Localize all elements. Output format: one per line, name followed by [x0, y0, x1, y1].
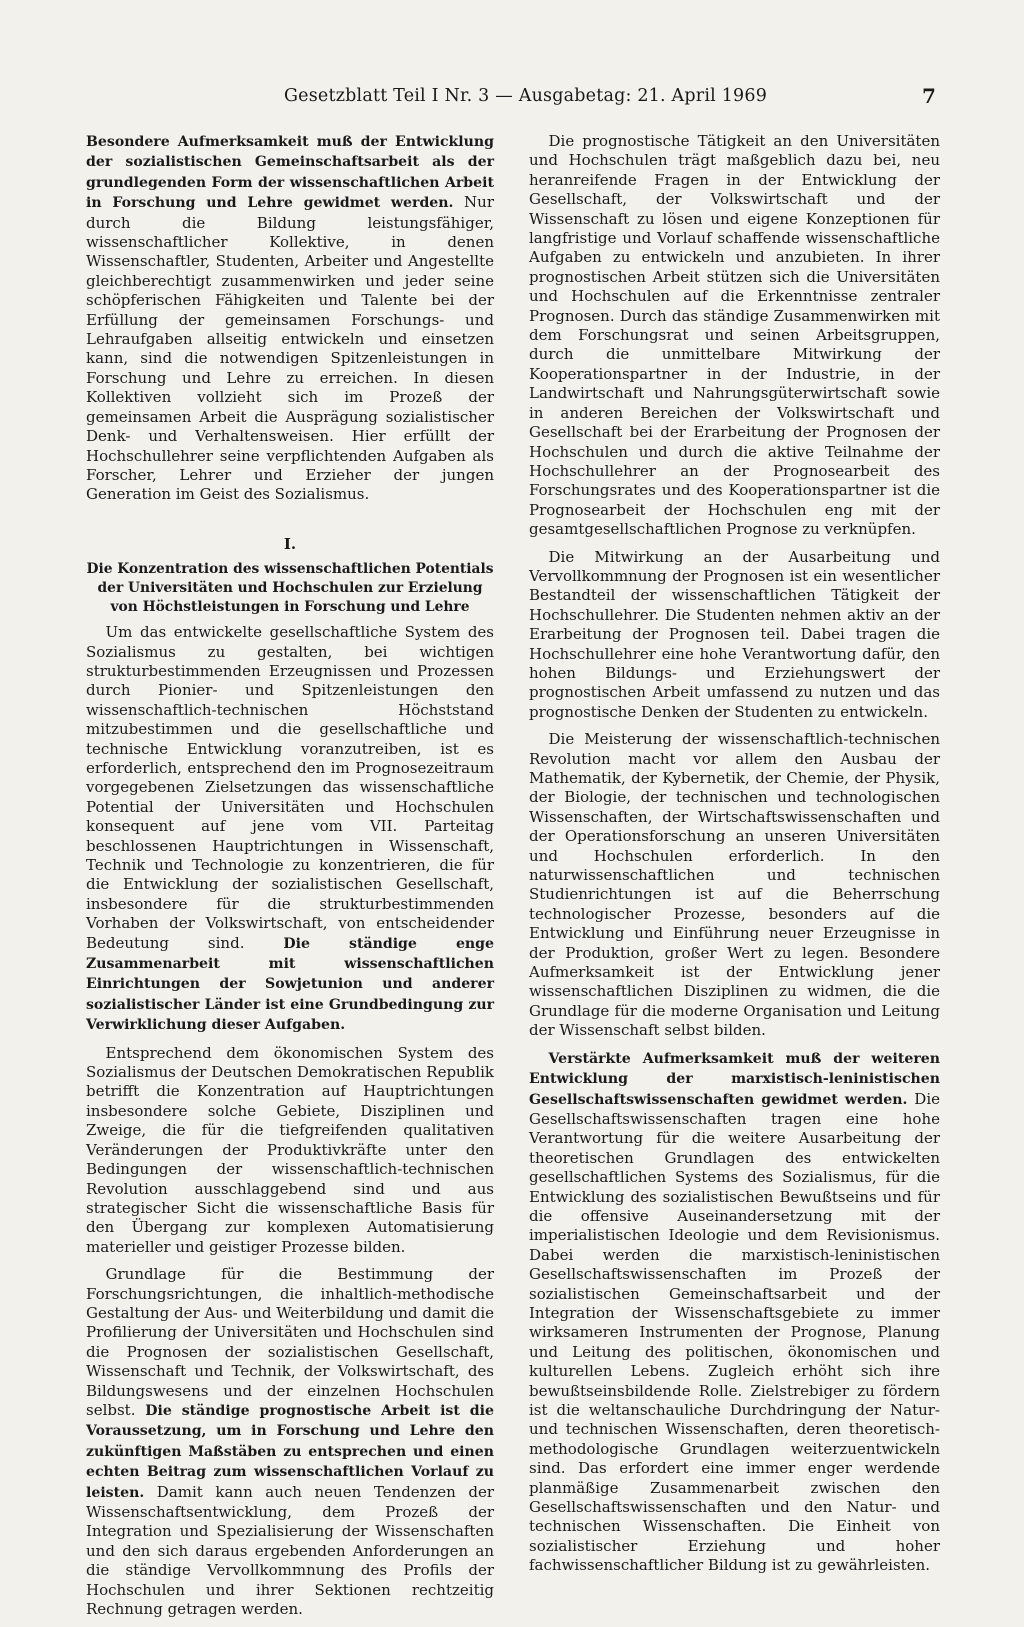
bold-lead: Besondere Aufmerksamkeit muß der Entwicklung der sozialistischen Gemeinschaftsarbeit als der grundlegenden Form der wissenschaftlichen Arbeit in Forschung und Lehre gewidmet werden. [86, 134, 494, 212]
paragraph: Die prognostische Tätigkeit an den Universitäten und Hochschulen trägt maßgeblich dazu bei, neu heranreifende Fragen in der Entwicklung der Gesellschaft, der Volkswirtschaft und der Wissenschaft zu lösen und eigene Konzeptionen für langfristige und Vorlauf schaffende wissenschaftliche Aufgaben zu entwickeln und anzubieten. In ihrer prognostischen Arbeit stützen sich die Universitäten und Hochschulen auf die Erkenntnisse zentraler Prognosen. Durch das ständige Zusammenwirken mit dem Forschungsrat und seinen Arbeitsgruppen, durch die unmittelbare Mitwirkung der Kooperationspartner in der Industrie, in der Landwirtschaft und Nahrungsgüterwirtschaft sowie in anderen Bereichen der Volkswirtschaft und Gesellschaft bei der Erarbeitung der Prognosen der Hochschulen und durch die aktive Teilnahme der Hochschullehrer an der Prognosearbeit des Forschungsrates und des Kooperationspartner ist die Prognosearbeit der Hochschulen eng mit der gesamtgesellschaftlichen Prognose zu verknüpfen. [529, 132, 940, 539]
paragraph-text: Um das entwickelte gesellschaftliche System des Sozialismus zu gestalten, bei wichtigen strukturbestimmenden Erzeugnissen und Prozessen durch Pionier- und Spitzenleistungen den wissenschaftlich-technischen Höchststand mitzubestimmen und die gesellschaftliche und technische Entwicklung voranzutreiben, ist es erforderlich, entsprechend den im Prognosezeitraum vorgegebenen Zielsetzungen das wissenschaftliche Potential der Universitäten und Hochschulen konsequent auf jene vom VII. Parteitag beschlossenen Hauptrichtungen in Wissenschaft, Technik und Technologie zu konzentrieren, die für die Entwicklung der sozialistischen Gesellschaft, insbesondere für die strukturbestimmenden Vorhaben der Volkswirtschaft, von entscheidender Bedeutung sind. [86, 623, 494, 952]
section-number: I. [283, 534, 297, 553]
page-header: Gesetzblatt Teil I Nr. 3 — Ausgabetag: 21. April 1969 [284, 86, 768, 106]
paragraph: Die Meisterung der wissenschaftlich-technischen Revolution macht vor allem den Ausbau der Mathematik, der Kybernetik, der Chemie, der Physik, der Biologie, der technischen und technologischen Wissenschaften, der Wirtschaftswissenschaften und der Operationsforschung an unseren Universitäten und Hochschulen erforderlich. In den naturwissenschaftlichen und technischen Studienrichtungen ist auf die Beherrschung technologischer Prozesse, besonders auf die Entwicklung und Einführung neuer Erzeugnisse in der Produktion, großer Wert zu legen. Besondere Aufmerksamkeit ist der Entwicklung jener wissenschaftlichen Disziplinen zu widmen, die die Grundlage für die moderne Organisation und Leitung der Wissenschaft selbst bilden. [529, 730, 940, 1040]
bold-lead: Verstärkte Aufmerksamkeit muß der weiteren Entwicklung der marxistisch-leninistischen Gesellschaftswissenschaften gewidmet werden. [529, 1050, 940, 1108]
section-title: Die Konzentration des wissenschaftlichen Potentials der Universitäten und Hochschulen zur Erzielung von Höchstleistungen in Forschung und Lehre [86, 561, 494, 616]
paragraph: Die Mitwirkung an der Ausarbeitung und Vervollkommnung der Prognosen ist ein wesentlicher Bestandteil der wissenschaftlichen Tätigkeit der Hochschullehrer. Die Studenten nehmen aktiv an der Erarbeitung der Prognosen teil. Dabei tragen die Hochschullehrer eine hohe Verantwortung dafür, den hohen Bildungs- und Erziehungswert der prognostischen Arbeit umfassend zu nutzen und das prognostische Denken der Studenten zu entwickeln. [529, 547, 940, 721]
paragraph [86, 623, 494, 1036]
paragraph-text: Die Gesellschaftswissenschaften tragen eine hohe Verantwortung für die weitere Ausarbeitung der theoretischen Grundlagen des entwickelten gesellschaftlichen Systems des Sozialismus, für die Entwicklung des sozialistischen Bewußtseins und für die offensive Auseinandersetzung mit der imperialistischen Ideologie und dem Revisionismus. Dabei werden die marxistisch-leninistischen Gesellschaftswissenschaften im Prozeß der sozialistischen Gemeinschaftsarbeit und der Integration der Wissenschaftsgebiete zu immer wirksameren Instrumenten der Prognose, Planung und Leitung des politischen, ökonomischen und kulturellen Lebens. Zugleich erhöht sich ihre bewußtseinsbildende Rolle. Zielstrebiger zu fördern ist die weltanschauliche Durchdringung der Natur- und technischen Wissenschaften, deren theoretisch-methodologische Grundlagen weiterzuentwickeln sind. Das erfordert eine immer enger werdende planmäßige Zusammenarbeit zwischen den Gesellschaftswissenschaften und den Natur- und technischen Wissenschaften. Die Einheit von sozialistischer Erziehung und hoher fachwissenschaftlicher Bildung ist zu gewährleisten. [529, 1089, 941, 1575]
paragraph-text: Damit kann auch neuen Tendenzen der Wissenschaftsentwicklung, dem Prozeß der Integration und Spezialisierung der Wissenschaften und den sich daraus ergebenden Anforderungen an die ständige Vervollkommnung des Profils der Hochschulen und ihrer Sektionen rechtzeitig Rechnung getragen werden. [86, 1482, 494, 1619]
paragraph [529, 1049, 940, 1576]
bold-text: Die ständige enge Zusammenarbeit mit wissenschaftlichen Einrichtungen der Sowjetunion und anderer sozialistischer Länder ist eine Grundbedingung zur Verwirklichung dieser Aufgaben. [86, 935, 494, 1034]
page-number: 7 [922, 84, 936, 108]
bold-text: Die ständige prognostische Arbeit ist die Voraussetzung, um in Forschung und Lehre den zukünftigen Maßstäben zu entsprechen und einen echten Beitrag zum wissenschaftlichen Vorlauf zu leisten. [86, 1402, 494, 1501]
paragraph [86, 132, 494, 505]
right-column [529, 132, 940, 1584]
paragraph-text: Grundlage für die Bestimmung der Forschungsrichtungen, die inhaltlich-methodische Gestaltung der Aus- und Weiterbildung und damit die Profilierung der Universitäten und Hochschulen sind die Prognosen der sozialistischen Gesellschaft, Wissenschaft und Technik, der Volkswirtschaft, des Bildungswesens und der einzelnen Hochschulen selbst. [86, 1265, 494, 1419]
paragraph [86, 1265, 494, 1619]
paragraph: Entsprechend dem ökonomischen System des Sozialismus der Deutschen Demokratischen Republik betrifft die Konzentration auf Hauptrichtungen insbesondere solche Gebiete, Disziplinen und Zweige, die für die tiefgreifenden qualitativen Veränderungen der Produktivkräfte unter den Bedingungen der wissenschaftlich-technischen Revolution ausschlaggebend sind und aus strategischer Sicht die wissenschaftliche Basis für den Übergang zur komplexen Automatisierung materieller und geistiger Prozesse bilden. [86, 1043, 494, 1256]
left-column [86, 132, 494, 1627]
paragraph-text: Nur durch die Bildung leistungsfähiger, wissenschaftlicher Kollektive, in denen Wissenschaftler, Studenten, Arbeiter und Angestellte gleichberechtigt zusammenwirken und jeder seine schöpferischen Fähigkeiten und Talente bei der Erfüllung der gemeinsamen Forschungs- und Lehraufgaben allseitig entwickeln und einsetzen kann, sind die notwendigen Spitzenleistungen in Forschung und Lehre zu erreichen. In diesen Kollektiven vollzieht sich im Prozeß der gemeinsamen Arbeit die Ausprägung sozialistischer Denk- und Verhaltensweisen. Hier erfüllt der Hochschullehrer seine verpflichtenden Aufgaben als Forscher, Lehrer und Erzieher der jungen Generation im Geist des Sozialismus. [86, 193, 494, 504]
